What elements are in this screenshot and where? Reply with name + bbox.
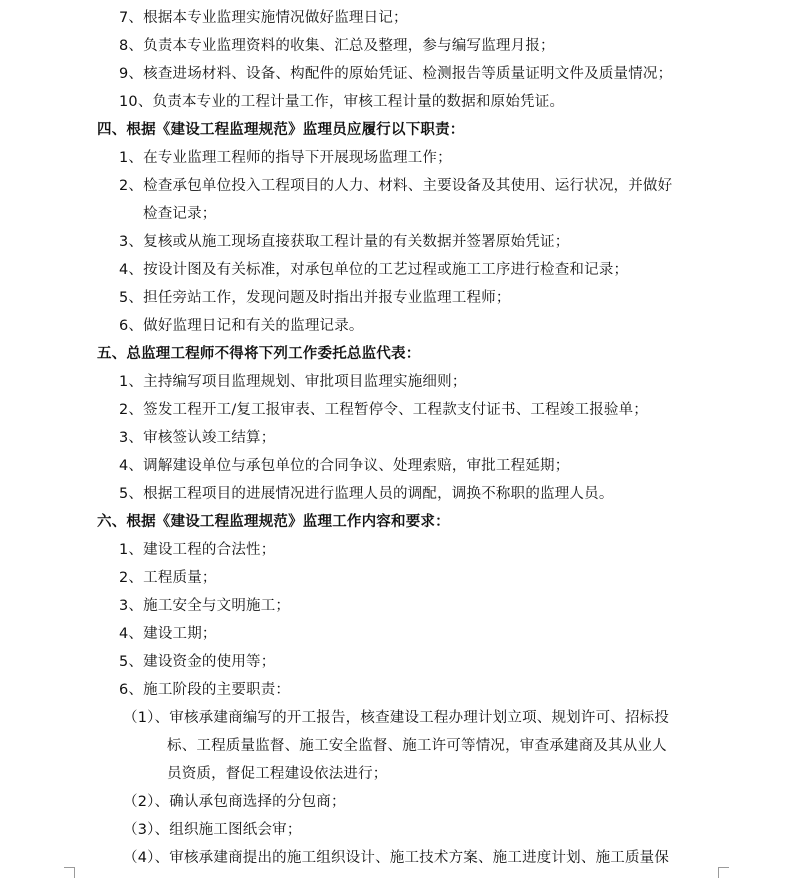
list-item: 4、按设计图及有关标准，对承包单位的工艺过程或施工工序进行检查和记录；	[119, 262, 629, 278]
list-item: 4、建设工期；	[119, 626, 217, 642]
sub-list-item-continuation: 标、工程质量监督、施工安全监督、施工许可等情况，审查承建商及其从业人	[167, 738, 667, 754]
list-item: 4、调解建设单位与承包单位的合同争议、处理索赔，审批工程延期；	[119, 458, 570, 474]
list-item: 7、根据本专业监理实施情况做好监理日记；	[119, 10, 408, 26]
list-item: 5、担任旁站工作，发现问题及时指出并报专业监理工程师；	[119, 290, 511, 306]
list-item-continuation: 检查记录；	[143, 206, 217, 222]
list-item: 2、工程质量；	[119, 570, 217, 586]
list-item: 8、负责本专业监理资料的收集、汇总及整理，参与编写监理月报；	[119, 38, 555, 54]
list-item: 9、核查进场材料、设备、构配件的原始凭证、检测报告等质量证明文件及质量情况；	[119, 66, 673, 82]
page-corner-mark-left	[64, 867, 75, 878]
list-item: 5、根据工程项目的进展情况进行监理人员的调配，调换不称职的监理人员。	[119, 486, 614, 502]
list-item: 10、负责本专业的工程计量工作，审核工程计量的数据和原始凭证。	[119, 94, 565, 110]
list-item: 2、检查承包单位投入工程项目的人力、材料、主要设备及其使用、运行状况，并做好	[119, 178, 673, 194]
list-item: 6、施工阶段的主要职责：	[119, 682, 291, 698]
sub-list-item: （3）、组织施工图纸会审；	[123, 822, 302, 838]
list-item: 1、主持编写项目监理规划、审批项目监理实施细则；	[119, 374, 467, 390]
list-item: 5、建设资金的使用等；	[119, 654, 276, 670]
sub-list-item: （2）、确认承包商选择的分包商；	[123, 794, 346, 810]
list-item: 2、签发工程开工/复工报审表、工程暂停令、工程款支付证书、工程竣工报验单；	[119, 402, 649, 418]
list-item: 3、审核签认竣工结算；	[119, 430, 276, 446]
list-item: 1、建设工程的合法性；	[119, 542, 276, 558]
list-item: 1、在专业监理工程师的指导下开展现场监理工作；	[119, 150, 452, 166]
sub-list-item: （4）、审核承建商提出的施工组织设计、施工技术方案、施工进度计划、施工质量保	[123, 850, 670, 866]
sub-list-item: （1）、审核承建商编写的开工报告，核查建设工程办理计划立项、规划许可、招标投	[123, 710, 670, 726]
section-heading: 五、总监理工程师不得将下列工作委托总监代表：	[97, 346, 421, 362]
list-item: 3、施工安全与文明施工；	[119, 598, 291, 614]
section-heading: 六、根据《建设工程监理规范》监理工作内容和要求：	[97, 514, 450, 530]
section-heading: 四、根据《建设工程监理规范》监理员应履行以下职责：	[97, 122, 465, 138]
list-item: 6、做好监理日记和有关的监理记录。	[119, 318, 364, 334]
list-item: 3、复核或从施工现场直接获取工程计量的有关数据并签署原始凭证；	[119, 234, 570, 250]
sub-list-item-continuation: 员资质，督促工程建设依法进行；	[167, 766, 388, 782]
page-corner-mark-right	[718, 867, 729, 878]
